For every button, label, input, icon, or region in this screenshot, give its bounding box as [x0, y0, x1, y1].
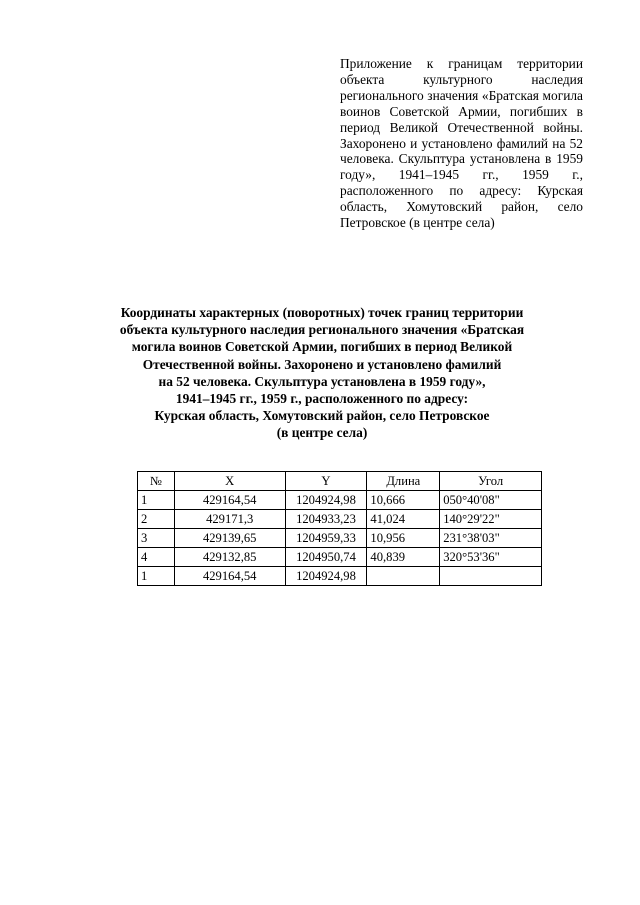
x-cell: 429139,65 [174, 529, 285, 548]
table-row [138, 567, 542, 586]
length-cell: 10,956 [367, 529, 440, 548]
y-cell: 1204933,23 [285, 510, 367, 529]
column-header-number: № [138, 472, 175, 491]
x-cell: 429164,54 [174, 491, 285, 510]
point-number-cell: 3 [138, 529, 175, 548]
x-cell: 429171,3 [174, 510, 285, 529]
angle-cell: 320°53'36" [440, 548, 542, 567]
length-cell: 10,666 [367, 491, 440, 510]
table-row [138, 548, 542, 567]
length-cell: 41,024 [367, 510, 440, 529]
title-line: (в центре села) [276, 425, 368, 441]
length-cell: 40,839 [367, 548, 440, 567]
table-row [138, 529, 542, 548]
length-cell [367, 567, 440, 586]
point-number-cell: 1 [138, 491, 175, 510]
title-line: могила воинов Советской Армии, погибших в период Великой [131, 339, 513, 355]
column-header-length: Длина [367, 472, 440, 491]
column-header-y: Y [285, 472, 367, 491]
y-cell: 1204959,33 [285, 529, 367, 548]
point-number-cell: 1 [138, 567, 175, 586]
title-line: Курская область, Хомутовский район, село Петровское [154, 408, 490, 424]
x-cell: 429164,54 [174, 567, 285, 586]
angle-cell [440, 567, 542, 586]
title-line: на 52 человека. Скульптура установлена в 1959 году», [158, 373, 486, 389]
column-header-angle: Угол [440, 472, 542, 491]
y-cell: 1204924,98 [285, 491, 367, 510]
y-cell: 1204924,98 [285, 567, 367, 586]
angle-cell: 140°29'22" [440, 510, 542, 529]
point-number-cell: 4 [138, 548, 175, 567]
title-line: 1941–1945 гг., 1959 г., расположенного по адресу: [175, 391, 469, 407]
angle-cell: 050°40'08" [440, 491, 542, 510]
title-line: Координаты характерных (поворотных) точек границ территории [120, 305, 524, 320]
appendix-note: Приложение к границам территории объекта культурного наследия регионального значения «Братская могила воинов Советской Армии, погибших в период Великой Отечественной войны. Захоронено и установлено фамилий на 52 человека. Скульптура установлена в 1959 году», 1941–1945 гг., 1959 г., расположенного по адресу: Курская область, Хомутовский район, село Петровское (в центре села) [340, 56, 583, 231]
table-row [138, 510, 542, 529]
column-header-x: X [174, 472, 285, 491]
table-header-row [138, 472, 542, 491]
table-row [138, 491, 542, 510]
title-line: Отечественной войны. Захоронено и установлено фамилий [142, 356, 502, 372]
coordinates-table [137, 471, 542, 586]
point-number-cell: 2 [138, 510, 175, 529]
angle-cell: 231°38'03" [440, 529, 542, 548]
title-line: объекта культурного наследия регионального значения «Братская [119, 322, 525, 338]
y-cell: 1204950,74 [285, 548, 367, 567]
document-title [96, 304, 548, 442]
x-cell: 429132,85 [174, 548, 285, 567]
